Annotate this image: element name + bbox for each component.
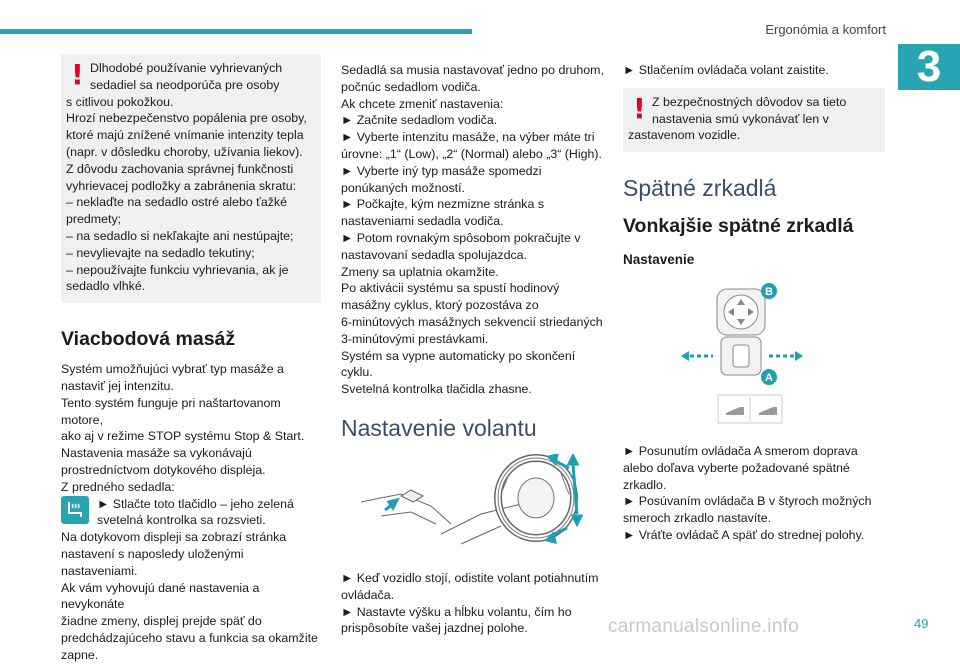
warning-line: zastavenom vozidle. bbox=[628, 128, 741, 143]
body-line: prostredníctvom dotykového displeja. bbox=[61, 462, 266, 477]
body-line: smeroch zrkadlo nastavíte. bbox=[623, 511, 772, 526]
body-line: úrovne: „1“ (Low), „2“ (Normal) alebo „3“ (High). bbox=[341, 146, 602, 161]
warning-line: Dlhodobé používanie vyhrievaných bbox=[90, 61, 283, 75]
warning-line: (napr. v dôsledku choroby, užívania liekov). bbox=[66, 144, 303, 159]
body-line: ► Posúvaním ovládača B v štyroch možných bbox=[623, 494, 872, 509]
warning-icon: ! bbox=[71, 58, 84, 91]
body-line: prispôsobíte vašej jazdnej polohe. bbox=[341, 621, 528, 636]
section-title: Ergonómia a komfort bbox=[765, 22, 886, 37]
warning-line: nastavenia smú vykonávať len v bbox=[652, 111, 829, 126]
chapter-number: 3 bbox=[898, 44, 960, 90]
warning-line: – nepoužívajte funkciu vyhrievania, ak je bbox=[66, 262, 289, 277]
heated-seat-warning bbox=[61, 54, 321, 303]
warning-line: sedadlo vlhké. bbox=[66, 279, 146, 294]
steering-wheel-illustration bbox=[341, 454, 606, 560]
warning-line: predmety; bbox=[66, 212, 122, 227]
body-line: ► Vyberte iný typ masáže spomedzi bbox=[341, 163, 542, 178]
warning-line: – nevylievajte na sedadlo tekutiny; bbox=[66, 245, 255, 260]
body-line: Ak chcete zmeniť nastavenia: bbox=[341, 96, 504, 111]
column-1 bbox=[61, 54, 321, 664]
body-line: ► Stlačením ovládača volant zaistite. bbox=[623, 63, 829, 77]
body-line: žiadne zmeny, displej prejde späť do bbox=[61, 614, 262, 629]
body-line: Na dotykovom displeji sa zobrazí stránka bbox=[61, 530, 287, 545]
body-line: ponúkaných možností. bbox=[341, 180, 465, 195]
body-line: ovládača. bbox=[341, 587, 395, 602]
mirror-control-illustration bbox=[623, 283, 885, 433]
body-line: počnúc sedadlom vodiča. bbox=[341, 79, 481, 94]
mirrors-heading: Spätné zrkadlá bbox=[623, 175, 777, 202]
body-line: Po aktivácii systému sa spustí hodinový bbox=[341, 281, 560, 296]
body-line: Zmeny sa uplatnia okamžite. bbox=[341, 264, 499, 279]
body-line: ► Počkajte, kým nezmizne stránka s bbox=[341, 197, 545, 212]
warning-line: sedadiel sa neodporúča pre osoby bbox=[90, 77, 280, 92]
label-a: A bbox=[765, 371, 773, 384]
massage-button-instruction bbox=[61, 496, 321, 530]
body-line: zrkadlo. bbox=[623, 477, 667, 492]
body-line: masážny cyklus, ktorý pozostáva zo bbox=[341, 298, 539, 313]
body-line: Nastavenia masáže sa vykonávajú bbox=[61, 446, 252, 461]
massage-seat-icon bbox=[61, 496, 89, 524]
body-line: alebo doľava vyberte požadované spätné bbox=[623, 460, 850, 475]
warning-icon: ! bbox=[633, 91, 646, 125]
body-line: zapne. bbox=[61, 647, 99, 662]
body-line: ► Vráťte ovládač A späť do strednej polohy. bbox=[623, 527, 865, 542]
page-number: 49 bbox=[914, 616, 929, 631]
warning-line: – neklaďte na sedadlo ostré alebo ťažké bbox=[66, 195, 287, 210]
watermark: carmanualsonline.info bbox=[608, 616, 800, 637]
body-line: Tento systém funguje pri naštartovanom motore, bbox=[61, 395, 281, 427]
body-line: ako aj v režime STOP systému Stop & Start. bbox=[61, 429, 305, 444]
warning-line: – na sedadlo si nekľakajte ani nestúpajte; bbox=[66, 228, 294, 243]
column-3 bbox=[623, 62, 885, 544]
warning-line: vyhrievacej podložky a zabránenia skratu: bbox=[66, 178, 297, 193]
body-line: ► Keď vozidlo stojí, odistite volant potiahnutím bbox=[341, 570, 599, 585]
warning-line: Z dôvodu zachovania správnej funkčnosti bbox=[66, 161, 294, 176]
body-line: svetelná kontrolka sa rozsvieti. bbox=[97, 513, 266, 528]
warning-line: Z bezpečnostných dôvodov sa tieto bbox=[652, 94, 847, 109]
warning-line: Hrozí nebezpečenstvo popálenia pre osoby, bbox=[66, 111, 307, 126]
body-line: ► Potom rovnakým spôsobom pokračujte v bbox=[341, 230, 581, 245]
body-line: Z predného sedadla: bbox=[61, 479, 175, 494]
body-line: Sedadlá sa musia nastavovať jedno po druhom, bbox=[341, 63, 604, 77]
body-line: ► Nastavte výšku a hĺbku volantu, čím ho bbox=[341, 604, 572, 619]
steering-warning bbox=[623, 88, 885, 152]
warning-line: ktoré majú znížené vnímanie intenzity tepla bbox=[66, 128, 304, 143]
body-line: 6-minútových masážnych sekvencií striedaných bbox=[341, 314, 603, 329]
header-accent-bar bbox=[0, 29, 472, 34]
warning-text bbox=[66, 60, 315, 295]
warning-line: s citlivou pokožkou. bbox=[66, 94, 174, 109]
body-line: ► Stlačte toto tlačidlo – jeho zelená bbox=[97, 496, 294, 511]
body-line: Systém sa vypne automaticky po skončení cyklu. bbox=[341, 348, 576, 380]
body-line: nastaviť jej intenzitu. bbox=[61, 378, 174, 393]
steering-heading: Nastavenie volantu bbox=[341, 414, 537, 441]
label-b: B bbox=[765, 285, 773, 298]
body-line: nastavení s naposledy uloženými nastaveniami. bbox=[61, 546, 244, 578]
body-line: ► Vyberte intenzitu masáže, na výber máte tri bbox=[341, 130, 595, 145]
body-line: ► Začnite sedadlom vodiča. bbox=[341, 113, 498, 128]
body-line: Svetelná kontrolka tlačidla zhasne. bbox=[341, 382, 532, 397]
outside-mirrors-heading: Vonkajšie spätné zrkadlá bbox=[623, 215, 854, 238]
body-line: predchádzajúceho stavu a funkcia sa okamžite bbox=[61, 630, 318, 645]
body-line: 3-minútovými prestávkami. bbox=[341, 331, 489, 346]
massage-heading: Viacbodová masáž bbox=[61, 328, 236, 351]
body-line: Ak vám vyhovujú dané nastavenia a nevykonáte bbox=[61, 580, 260, 612]
column-2 bbox=[341, 62, 606, 637]
body-line: nastavovaní sedadla spolujazdca. bbox=[341, 247, 527, 262]
body-line: nastaveniami sedadla vodiča. bbox=[341, 214, 504, 229]
body-line: ► Posunutím ovládača A smerom doprava bbox=[623, 443, 858, 458]
adjustment-heading: Nastavenie bbox=[623, 252, 695, 268]
body-line: Systém umožňujúci vybrať typ masáže a bbox=[61, 362, 284, 377]
